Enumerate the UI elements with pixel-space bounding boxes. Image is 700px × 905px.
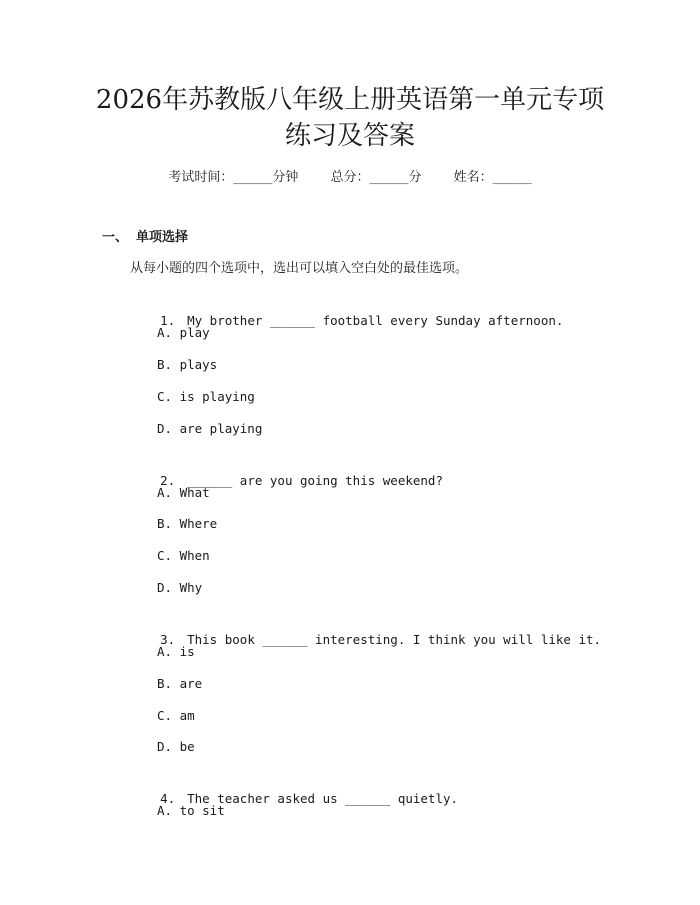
answer-option: C. When [157, 548, 210, 563]
question-text: The teacher asked us ______ quietly. [187, 791, 459, 806]
answer-option: A. What [157, 485, 210, 500]
section-instruction: 从每小题的四个选项中，选出可以填入空白处的最佳选项。 [130, 261, 469, 276]
question-text: ______ are you going this weekend? [187, 473, 443, 488]
total-score-field: 总分：______分 [330, 170, 422, 185]
section-number: 一、 [102, 230, 129, 245]
section-heading [102, 228, 188, 248]
section-title: 单项选择 [136, 230, 189, 245]
question-number: 1. [160, 313, 176, 328]
exam-info-line [0, 168, 700, 188]
question-number: 2. [160, 473, 176, 488]
question-number: 4. [160, 791, 176, 806]
answer-option: A. to sit [157, 803, 225, 818]
answer-option: B. plays [157, 357, 218, 372]
exam-time-field: 考试时间：______分钟 [168, 170, 299, 185]
document-title-line-1: 2026年苏教版八年级上册英语第一单元专项 [95, 85, 605, 115]
answer-option: B. are [157, 676, 203, 691]
answer-option: D. be [157, 739, 195, 754]
answer-option: C. is playing [157, 389, 255, 404]
document-title-line-2: 练习及答案 [284, 121, 415, 151]
question-text: My brother ______ football every Sunday afternoon. [187, 313, 564, 328]
answer-option: C. am [157, 708, 195, 723]
answer-option: A. is [157, 644, 195, 659]
student-name-field: 姓名：______ [453, 170, 532, 185]
question-text: This book ______ interesting. I think you will like it. [187, 632, 602, 647]
question-item [130, 610, 601, 670]
answer-option: A. play [157, 325, 210, 340]
answer-option: B. Where [157, 516, 218, 531]
answer-option: D. are playing [157, 421, 263, 436]
answer-option: D. Why [157, 580, 203, 595]
question-number: 3. [160, 632, 176, 647]
